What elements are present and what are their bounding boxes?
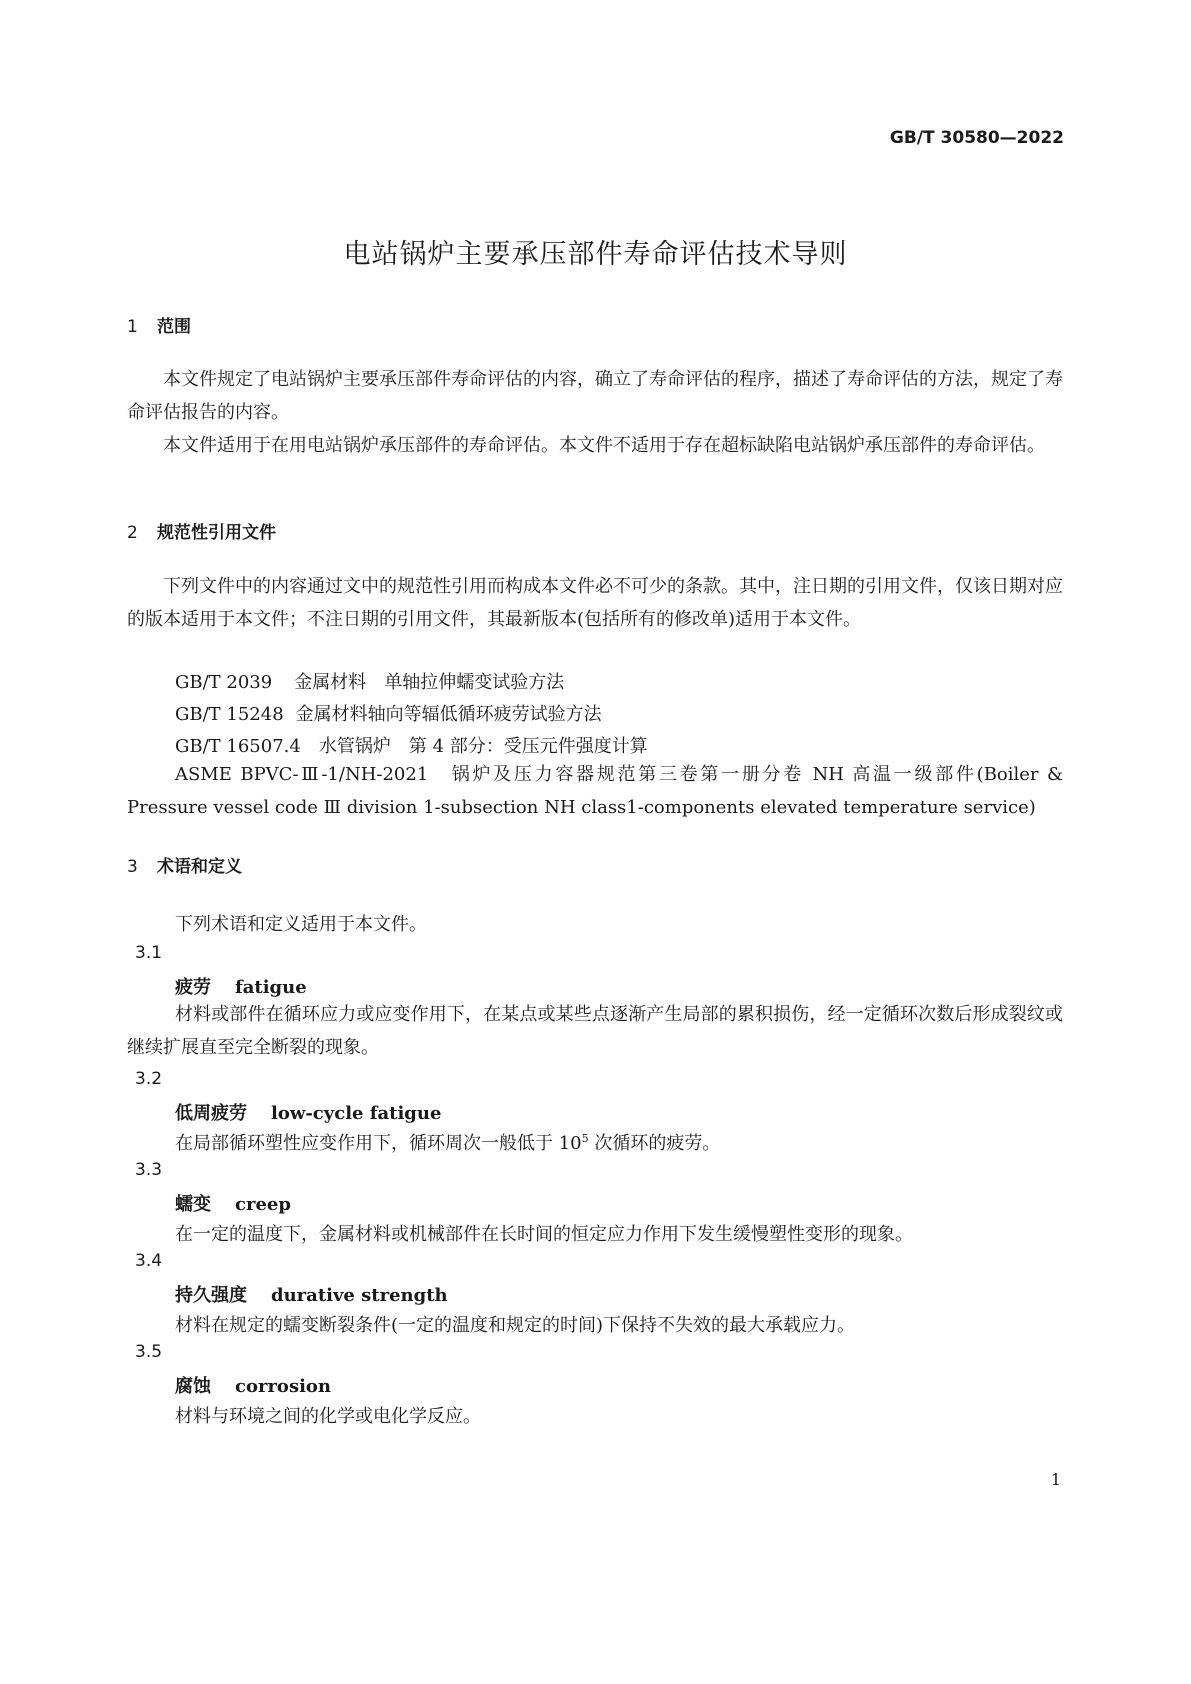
term-definition	[175, 1129, 720, 1155]
term-number: 3.3	[135, 1160, 163, 1180]
term-heading	[175, 1372, 331, 1398]
term-heading	[175, 1281, 448, 1307]
page-number: 1	[1050, 1470, 1061, 1489]
definition-text: 在局部循环塑性应变作用下，循环周次一般低于 10	[175, 1133, 582, 1154]
term-definition: 在一定的温度下，金属材料或机械部件在长时间的恒定应力作用下发生缓慢塑性变形的现象。	[175, 1224, 913, 1245]
section-number: 3	[127, 857, 138, 877]
section-heading-terms	[127, 852, 242, 877]
term-heading	[175, 1099, 441, 1125]
definition-text: 次循环的疲劳。	[588, 1133, 721, 1154]
term-heading	[175, 973, 307, 999]
term-en: low-cycle fatigue	[271, 1103, 442, 1124]
reference-code: GB/T 15248	[175, 704, 284, 725]
reference-code: GB/T 16507.4	[175, 736, 301, 757]
term-definition: 材料与环境之间的化学或电化学反应。	[175, 1406, 481, 1427]
term-number: 3.2	[135, 1069, 163, 1089]
term-en: creep	[235, 1194, 291, 1215]
section-title: 术语和定义	[157, 857, 242, 877]
section-title: 规范性引用文件	[157, 523, 276, 543]
section-number: 1	[127, 317, 138, 337]
paragraph: 本文件规定了电站锅炉主要承压部件寿命评估的内容，确立了寿命评估的程序，描述了寿命评估的方法，规定了寿命评估报告的内容。	[127, 369, 1063, 423]
paragraph: 本文件适用于在用电站锅炉承压部件的寿命评估。本文件不适用于存在超标缺陷电站锅炉承压部件的寿命评估。	[163, 435, 1045, 456]
reference-code: GB/T 2039	[175, 672, 273, 693]
term-en: durative strength	[271, 1285, 448, 1306]
term-number: 3.1	[135, 943, 163, 963]
term-zh: 低周疲劳	[175, 1103, 247, 1124]
section-heading-scope	[127, 312, 191, 337]
term-definition: 材料或部件在循环应力或应变作用下，在某点或某些点逐渐产生局部的累积损伤，经一定循环次数后形成裂纹或继续扩展直至完全断裂的现象。	[127, 1004, 1063, 1058]
term-en: corrosion	[235, 1376, 332, 1397]
reference-item	[175, 700, 602, 726]
reference-item	[175, 668, 564, 694]
document-title: 电站锅炉主要承压部件寿命评估技术导则	[343, 239, 848, 270]
term-zh: 持久强度	[175, 1285, 247, 1306]
term-zh: 疲劳	[175, 977, 211, 998]
standard-code: GB/T 30580—2022	[889, 128, 1064, 148]
reference-item	[175, 732, 648, 758]
section-heading-normative-references	[127, 518, 276, 543]
term-number: 3.5	[135, 1342, 163, 1362]
section-title: 范围	[157, 317, 191, 337]
term-zh: 蠕变	[175, 1194, 211, 1215]
term-zh: 腐蚀	[175, 1376, 211, 1397]
term-number: 3.4	[135, 1251, 163, 1271]
term-heading	[175, 1190, 291, 1216]
terms-intro: 下列术语和定义适用于本文件。	[175, 914, 427, 935]
reference-item-asme: ASME BPVC-Ⅲ-1/NH-2021 锅炉及压力容器规范第三卷第一册分卷 NH 高温一级部件(Boiler & Pressure vessel code Ⅲ division 1-subsection NH class1-components elevated temperature service)	[127, 764, 1063, 818]
reference-name: 水管锅炉 第 4 部分：受压元件强度计算	[318, 736, 648, 757]
definition-exponent: 5	[581, 1132, 589, 1145]
reference-name: 金属材料 单轴拉伸蠕变试验方法	[294, 672, 565, 693]
term-en: fatigue	[235, 977, 307, 998]
paragraph: 下列文件中的内容通过文中的规范性引用而构成本文件必不可少的条款。其中，注日期的引用文件，仅该日期对应的版本适用于本文件；不注日期的引用文件，其最新版本(包括所有的修改单)适用于本文件。	[127, 576, 1063, 630]
term-definition: 材料在规定的蠕变断裂条件(一定的温度和规定的时间)下保持不失效的最大承载应力。	[175, 1315, 856, 1336]
section-number: 2	[127, 523, 138, 543]
reference-name: 金属材料轴向等辐低循环疲劳试验方法	[295, 704, 602, 725]
